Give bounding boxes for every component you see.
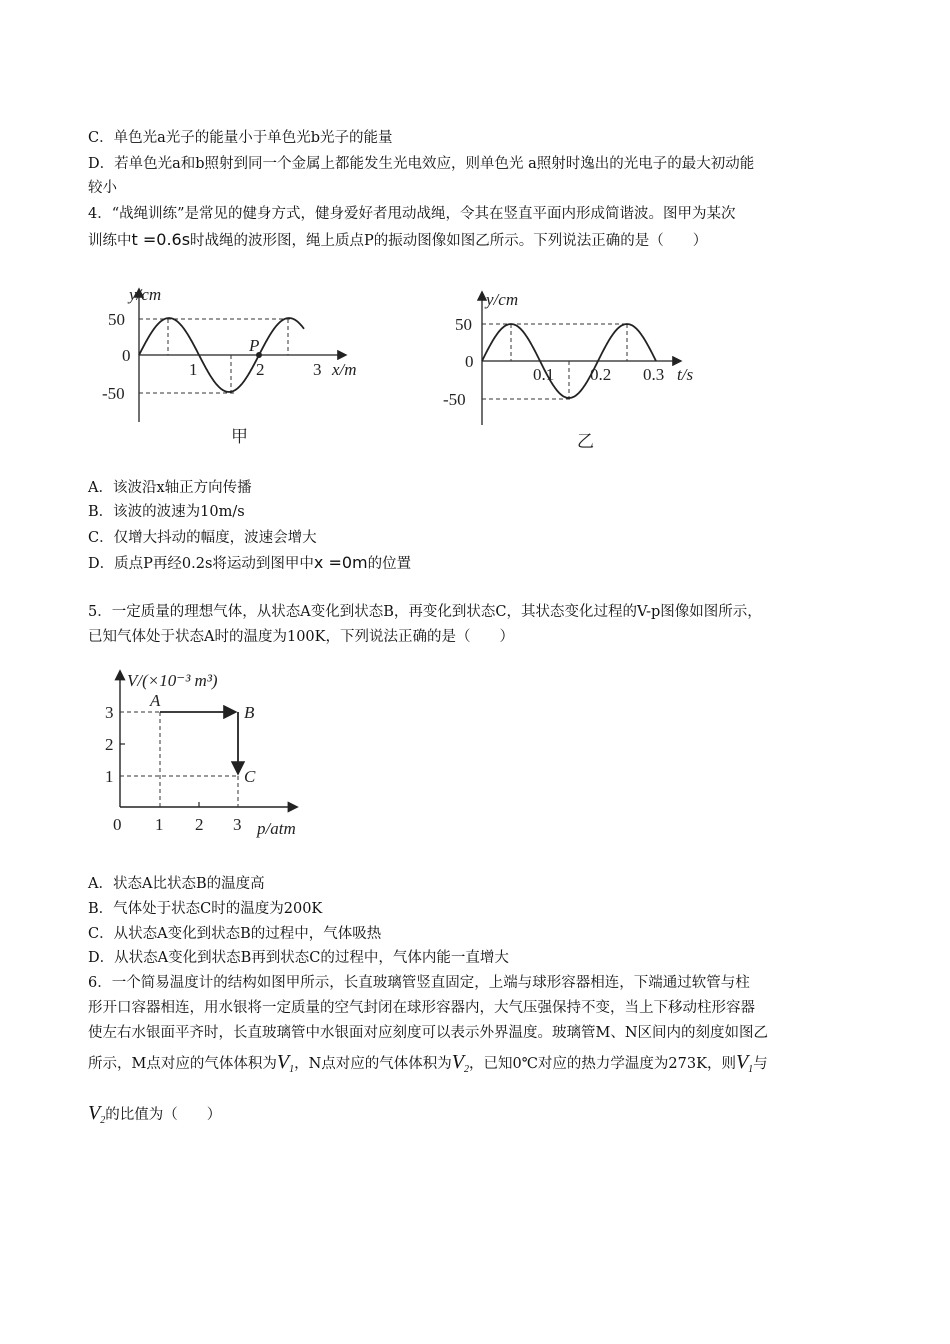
- q5-option-a: A．状态A比状态B的温度高: [88, 876, 265, 892]
- v1-symbol-2: $V_1$: [735, 1051, 754, 1075]
- xtick-0-2: 0.2: [590, 365, 612, 384]
- ytick-3: 3: [105, 703, 114, 722]
- q5-stem-line2: 已知气体处于状态A时的温度为100K，下列说法正确的是（ ）: [88, 629, 514, 645]
- q4-option-a: A．该波沿x轴正方向传播: [88, 480, 252, 496]
- q4-stem-post: 时战绳的波形图，绳上质点P的振动图像如图乙所示。下列说法正确的是（ ）: [190, 233, 708, 249]
- figure-caption-jia: 甲: [231, 427, 248, 446]
- q6-line3: 使左右水银面平齐时，长直玻璃管中水银面对应刻度可以表示外界温度。玻璃管M、N区间内的刻度如图乙: [88, 1025, 769, 1041]
- xtick-0: 0: [113, 815, 122, 834]
- q3-option-d: D．若单色光a和b照射到同一个金属上都能发生光电效应，则单色光 a照射时逸出的光电子的最大初动能: [88, 156, 755, 172]
- ytick-0: 0: [122, 346, 131, 365]
- v-axis-label: V/(×10⁻³ m³): [127, 671, 218, 690]
- vp-chart: [98, 660, 338, 845]
- q4-option-d: [88, 553, 411, 574]
- state-c-label: C: [244, 767, 256, 786]
- q3-option-c: C．单色光a光子的能量小于单色光b光子的能量: [88, 130, 393, 146]
- q5-option-c: C．从状态A变化到状态B的过程中，气体吸热: [88, 926, 382, 942]
- q6-line5-text: 的比值为（ ）: [105, 1107, 222, 1123]
- ytick-neg50: -50: [102, 384, 125, 403]
- ytick-50: 50: [108, 310, 125, 329]
- q6-line2: 形开口容器相连，用水银将一定质量的空气封闭在球形容器内，大气压强保持不变，当上下移动柱形容器: [88, 1000, 755, 1016]
- x-axis-label: x/m: [332, 360, 357, 379]
- point-p-label: P: [249, 336, 260, 355]
- q4-stem-line2: [88, 230, 707, 251]
- ytick-2: 2: [105, 735, 114, 754]
- xtick-0-1: 0.1: [533, 365, 555, 384]
- figure-caption-yi: 乙: [577, 432, 594, 451]
- q5-option-d: D．从状态A变化到状态B再到状态C的过程中，气体内能一直增大: [88, 950, 509, 966]
- q4-stem-pre: 训练中: [88, 233, 132, 249]
- q4-option-d-math: x =0m: [313, 553, 368, 572]
- q4-stem-line1: 4．“战绳训练”是常见的健身方式，健身爱好者甩动战绳，令其在竖直平面内形成简谐波。图甲为某次: [88, 206, 736, 222]
- q6-line5: [88, 1103, 221, 1131]
- xtick-1: 1: [155, 815, 164, 834]
- v2-symbol: $V_2$: [451, 1051, 469, 1075]
- y-axis-label: y/cm: [486, 290, 519, 309]
- state-b-label: B: [244, 703, 255, 722]
- q6-line1: 6．一个简易温度计的结构如图甲所示，长直玻璃管竖直固定，上端与球形容器相连，下端通过软管与柱: [88, 975, 750, 991]
- p-axis-label: p/atm: [257, 819, 296, 838]
- q5-stem-line1: 5．一定质量的理想气体，从状态A变化到状态B，再变化到状态C，其状态变化过程的V-p图像如图所示，: [88, 604, 762, 620]
- xtick-0-3: 0.3: [643, 365, 665, 384]
- q4-option-d-post: 的位置: [367, 556, 412, 572]
- ytick-neg50: -50: [443, 390, 466, 409]
- v2-symbol-2: $V_2$: [88, 1102, 106, 1126]
- q6-line4-b: ，N点对应的气体体积为: [294, 1056, 452, 1072]
- ytick-1: 1: [105, 767, 114, 786]
- ytick-0: 0: [465, 352, 474, 371]
- state-a-label: A: [150, 691, 161, 710]
- q6-line4-a: 所示，M点对应的气体体积为: [88, 1056, 277, 1072]
- q4-time-math: t =0.6s: [131, 230, 191, 249]
- q5-option-b: B．气体处于状态C时的温度为200K: [88, 901, 323, 917]
- q4-option-b: B．该波的波速为10m/s: [88, 504, 245, 520]
- q3-option-d-cont: 较小: [88, 180, 117, 196]
- q4-option-c: C．仅增大抖动的幅度，波速会增大: [88, 530, 317, 546]
- wave-chart-jia: [95, 280, 385, 455]
- q6-line4-d: 与: [753, 1056, 768, 1072]
- q6-line4: [88, 1052, 768, 1080]
- ytick-50: 50: [455, 315, 472, 334]
- xtick-1: 1: [189, 360, 198, 379]
- x-axis-label: t/s: [677, 365, 694, 384]
- y-axis-label: y/cm: [129, 285, 162, 304]
- xtick-3: 3: [233, 815, 242, 834]
- xtick-2: 2: [195, 815, 204, 834]
- xtick-2: 2: [256, 360, 265, 379]
- wave-chart-yi: [440, 285, 720, 455]
- q4-option-d-pre: D．质点P再经0.2s将运动到图甲中: [88, 556, 314, 572]
- xtick-3: 3: [313, 360, 322, 379]
- v1-symbol: $V_1$: [276, 1051, 295, 1075]
- q6-line4-c: ，已知0℃对应的热力学温度为273K，则: [468, 1056, 736, 1072]
